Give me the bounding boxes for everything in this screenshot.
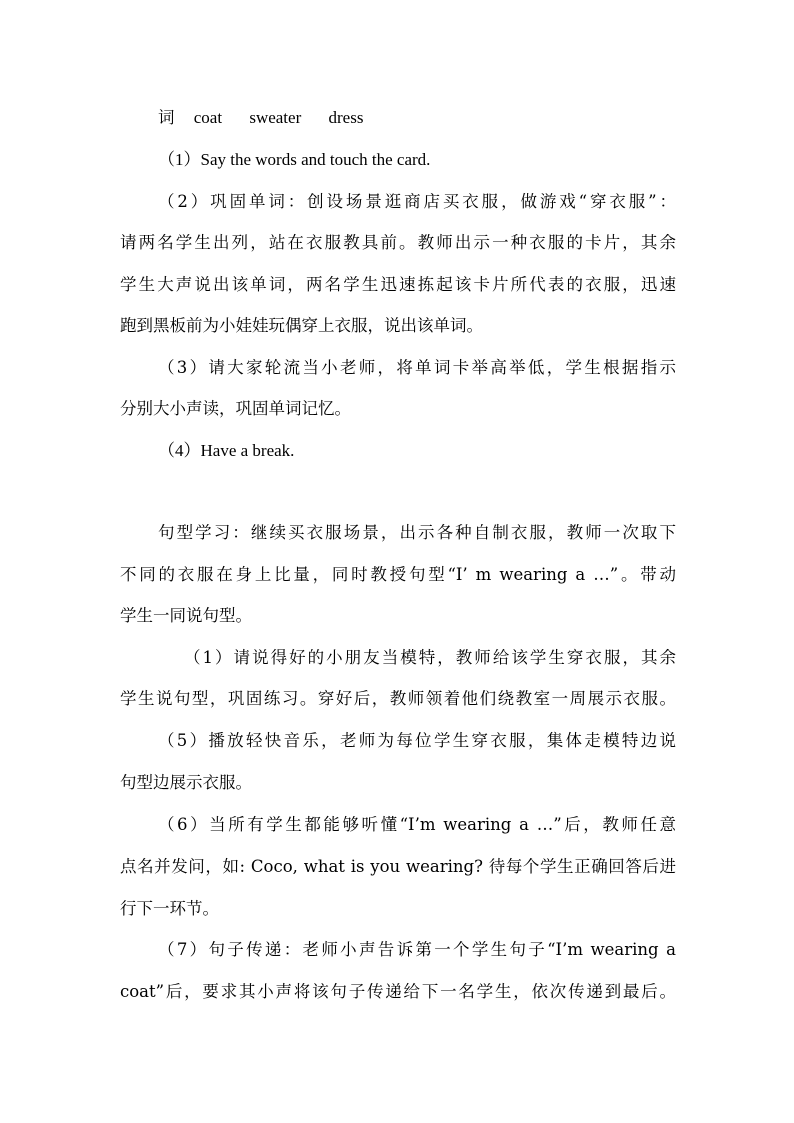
item-6-line-3: 行下一环节。: [120, 899, 219, 918]
step-2-line-2: 请两名学生出列，站在衣服教具前。教师出示一种衣服的卡片，其余: [120, 233, 676, 252]
step-3-line-2: 分别大小声读，巩固单词记忆。: [120, 399, 351, 418]
vocab-word-coat: coat: [193, 108, 223, 127]
item-1-line-1: （1）请说得好的小朋友当模特，教师给该学生穿衣服，其余: [184, 648, 676, 667]
step-1-line: （1）Say the words and touch the card.: [158, 150, 431, 169]
sentence-intro-line-3: 学生一同说句型。: [120, 606, 252, 625]
item-1-line-2: 学生说句型，巩固练习。穿好后，教师领着他们绕教室一周展示衣服。: [120, 689, 676, 708]
item-6-line-2: 点名并发问，如: Coco, what is you wearing? 待每个学生正确回答后进: [120, 857, 676, 876]
item-5-line-1: （5）播放轻快音乐，老师为每位学生穿衣服，集体走模特边说: [158, 731, 676, 750]
vocab-word-sweater: sweater: [249, 108, 302, 127]
sentence-intro-line-1: 句型学习：继续买衣服场景，出示各种自制衣服，教师一次取下: [158, 523, 676, 542]
item-7-line-2: coat”后，要求其小声将该句子传递给下一名学生，依次传递到最后。: [120, 982, 676, 1001]
vocab-label: 词: [158, 108, 175, 127]
step-2-line-3: 学生大声说出该单词，两名学生迅速拣起该卡片所代表的衣服，迅速: [120, 275, 676, 294]
item-5-line-2: 句型边展示衣服。: [120, 773, 252, 792]
step-4-line: （4）Have a break.: [158, 441, 295, 460]
step-3-line-1: （3）请大家轮流当小老师，将单词卡举高举低，学生根据指示: [158, 358, 676, 377]
sentence-intro-line-2: 不同的衣服在身上比量，同时教授句型“I’ m wearing a …”。带动: [120, 565, 676, 584]
vocab-line: [158, 103, 714, 133]
item-7-line-1: （7）句子传递：老师小声告诉第一个学生句子“I’m wearing a: [158, 940, 676, 959]
step-2-line-1: （2）巩固单词：创设场景逛商店买衣服，做游戏“穿衣服”：: [158, 192, 676, 211]
step-2-line-4: 跑到黑板前为小娃娃玩偶穿上衣服，说出该单词。: [120, 316, 483, 335]
vocab-word-dress: dress: [328, 108, 364, 127]
item-6-line-1: （6）当所有学生都能够听懂“I’m wearing a …”后，教师任意: [158, 815, 676, 834]
